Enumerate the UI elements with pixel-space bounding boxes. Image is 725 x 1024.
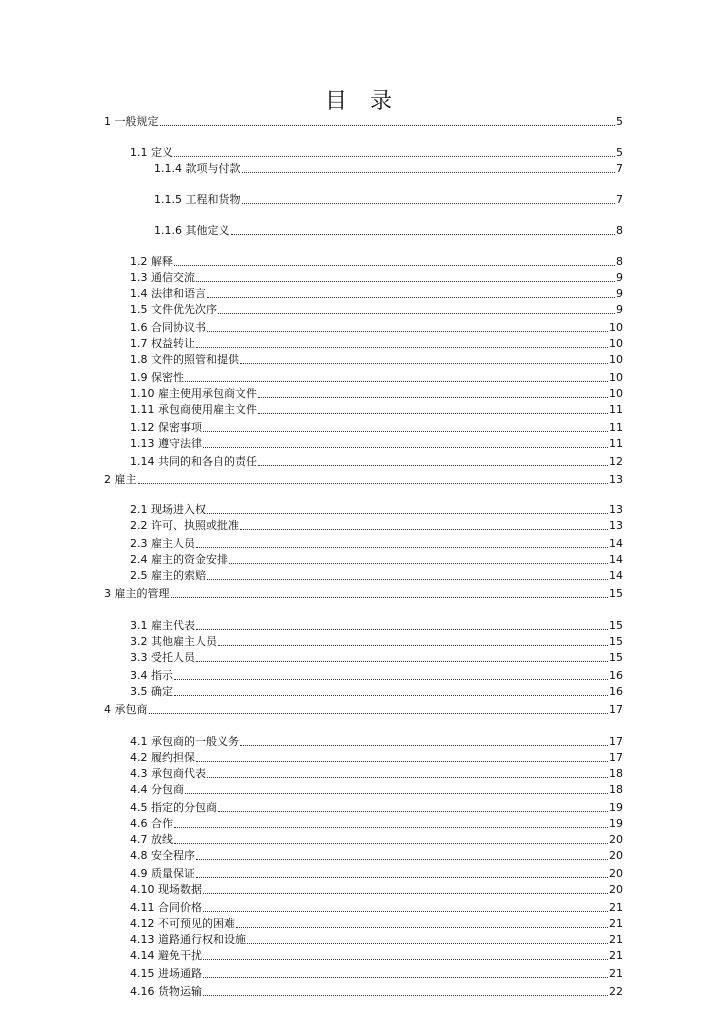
toc-leader-dots bbox=[196, 538, 608, 550]
toc-entry-label: 3.3 受托人员 bbox=[130, 651, 195, 664]
toc-entry-page: 15 bbox=[609, 651, 623, 664]
toc-entry-page: 9 bbox=[616, 303, 623, 316]
toc-entry bbox=[130, 550, 623, 566]
toc-leader-dots bbox=[174, 147, 615, 159]
toc-leader-dots bbox=[203, 968, 608, 980]
toc-entry-label: 1.9 保密性 bbox=[130, 371, 184, 384]
toc-entry-page: 14 bbox=[609, 553, 623, 566]
toc-entry-page: 11 bbox=[609, 421, 623, 434]
toc-entry bbox=[130, 982, 623, 998]
toc-entry-label: 4.7 放线 bbox=[130, 833, 173, 846]
toc-leader-dots bbox=[240, 520, 608, 532]
toc-entry-page: 20 bbox=[609, 849, 623, 862]
toc-leader-dots bbox=[231, 225, 616, 237]
toc-leader-dots bbox=[218, 304, 615, 316]
toc-leader-dots bbox=[258, 388, 608, 400]
toc-entry-page: 11 bbox=[609, 403, 623, 416]
toc-entry-page: 10 bbox=[609, 353, 623, 366]
toc-entry-label: 4.12 不可预见的困难 bbox=[130, 917, 235, 930]
toc-leader-dots bbox=[207, 322, 608, 334]
toc-entry-label: 4.10 现场数据 bbox=[130, 883, 202, 896]
toc-entry bbox=[130, 846, 623, 862]
toc-entry-page: 13 bbox=[609, 473, 623, 486]
toc-entry-label: 1.1.5 工程和货物 bbox=[154, 193, 241, 206]
toc-entry-page: 15 bbox=[609, 635, 623, 648]
toc-entry-label: 1.1 定义 bbox=[130, 146, 173, 159]
toc-entry-page: 10 bbox=[609, 371, 623, 384]
toc-entry-label: 1.6 合同协议书 bbox=[130, 321, 206, 334]
toc-entry-page: 22 bbox=[609, 985, 623, 998]
toc-leader-dots bbox=[196, 752, 608, 764]
toc-entry-label: 4.13 道路通行权和设施 bbox=[130, 933, 246, 946]
toc-entry bbox=[104, 584, 623, 600]
toc-entry-page: 17 bbox=[609, 735, 623, 748]
toc-entry-label: 2 雇主 bbox=[104, 473, 137, 486]
toc-leader-dots bbox=[171, 588, 609, 600]
toc-entry bbox=[130, 534, 623, 550]
toc-entry-page: 20 bbox=[609, 883, 623, 896]
toc-leader-dots bbox=[203, 438, 608, 450]
toc-leader-dots bbox=[207, 504, 608, 516]
toc-entry-label: 2.4 雇主的资金安排 bbox=[130, 553, 228, 566]
toc-entry bbox=[130, 400, 623, 416]
toc-entry-label: 4.14 避免干扰 bbox=[130, 949, 202, 962]
toc-entry-label: 4.16 货物运输 bbox=[130, 985, 202, 998]
toc-leader-dots bbox=[218, 802, 608, 814]
toc-entry bbox=[104, 112, 623, 128]
toc-entry bbox=[104, 470, 623, 486]
toc-leader-dots bbox=[203, 950, 608, 962]
toc-entry-page: 21 bbox=[609, 917, 623, 930]
toc-entry bbox=[130, 946, 623, 962]
toc-entry-label: 4.4 分包商 bbox=[130, 783, 184, 796]
toc-entry-label: 4.6 合作 bbox=[130, 817, 173, 830]
toc-entry bbox=[130, 350, 623, 366]
toc-entry-label: 4.8 安全程序 bbox=[130, 849, 195, 862]
toc-entry bbox=[130, 930, 623, 946]
toc-entry-label: 4.9 质量保证 bbox=[130, 867, 195, 880]
toc-leader-dots bbox=[242, 194, 616, 206]
toc-entry-page: 12 bbox=[609, 455, 623, 468]
toc-leader-dots bbox=[174, 818, 608, 830]
toc-entry bbox=[130, 648, 623, 664]
page-title: 目 录 bbox=[325, 89, 400, 114]
toc-leader-dots bbox=[203, 422, 608, 434]
toc-entry-page: 21 bbox=[609, 901, 623, 914]
toc-entry-page: 10 bbox=[609, 387, 623, 400]
toc-entry bbox=[130, 898, 623, 914]
toc-entry bbox=[130, 798, 623, 814]
toc-entry bbox=[130, 334, 623, 350]
toc-entry bbox=[130, 632, 623, 648]
toc-entry bbox=[130, 666, 623, 682]
toc-entry-label: 4.3 承包商代表 bbox=[130, 767, 206, 780]
toc-entry bbox=[130, 682, 623, 698]
toc-entry-label: 4.2 履约担保 bbox=[130, 751, 195, 764]
toc-entry-label: 1.2 解释 bbox=[130, 255, 173, 268]
toc-entry bbox=[130, 500, 623, 516]
toc-entry bbox=[130, 268, 623, 284]
toc-leader-dots bbox=[258, 456, 608, 468]
toc-entry bbox=[130, 748, 623, 764]
toc-entry bbox=[130, 300, 623, 316]
toc-entry-page: 21 bbox=[609, 933, 623, 946]
toc-entry-label: 1.10 雇主使用承包商文件 bbox=[130, 387, 257, 400]
toc-leader-dots bbox=[207, 768, 608, 780]
toc-entry-page: 21 bbox=[609, 949, 623, 962]
toc-leader-dots bbox=[203, 986, 608, 998]
toc-entry bbox=[130, 616, 623, 632]
toc-entry-page: 20 bbox=[609, 867, 623, 880]
toc-entry bbox=[104, 700, 623, 716]
toc-entry-label: 3.5 确定 bbox=[130, 685, 173, 698]
toc-entry bbox=[130, 880, 623, 896]
toc-entry-page: 11 bbox=[609, 437, 623, 450]
toc-leader-dots bbox=[207, 288, 615, 300]
toc-entry-label: 1.8 文件的照管和提供 bbox=[130, 353, 239, 366]
toc-entry bbox=[130, 434, 623, 450]
toc-entry-label: 4.15 进场通路 bbox=[130, 967, 202, 980]
toc-leader-dots bbox=[196, 868, 608, 880]
toc-leader-dots bbox=[185, 784, 608, 796]
toc-entry-page: 8 bbox=[616, 255, 623, 268]
toc-entry bbox=[130, 284, 623, 300]
toc-entry-page: 18 bbox=[609, 767, 623, 780]
toc-leader-dots bbox=[196, 272, 615, 284]
toc-leader-dots bbox=[196, 338, 608, 350]
toc-entry-label: 1 一般规定 bbox=[104, 115, 159, 128]
toc-entry-page: 10 bbox=[609, 337, 623, 350]
toc-entry-page: 14 bbox=[609, 537, 623, 550]
toc-entry-label: 1.11 承包商使用雇主文件 bbox=[130, 403, 257, 416]
toc-entry-page: 5 bbox=[616, 146, 623, 159]
toc-entry-page: 9 bbox=[616, 271, 623, 284]
toc-leader-dots bbox=[240, 354, 608, 366]
toc-entry-label: 2.1 现场进入权 bbox=[130, 503, 206, 516]
toc-leader-dots bbox=[203, 884, 608, 896]
toc-leader-dots bbox=[242, 163, 616, 175]
toc-entry-page: 19 bbox=[609, 817, 623, 830]
toc-leader-dots bbox=[138, 474, 609, 486]
toc-entry-label: 1.13 遵守法律 bbox=[130, 437, 202, 450]
toc-entry bbox=[130, 418, 623, 434]
toc-entry-page: 5 bbox=[616, 115, 623, 128]
toc-entry-page: 13 bbox=[609, 519, 623, 532]
toc-entry bbox=[130, 452, 623, 468]
toc-entry-label: 3.2 其他雇主人员 bbox=[130, 635, 217, 648]
toc-entry-label: 3.4 指示 bbox=[130, 669, 173, 682]
toc-entry-page: 8 bbox=[616, 224, 623, 237]
toc-entry bbox=[130, 780, 623, 796]
toc-entry-label: 1.14 共同的和各自的责任 bbox=[130, 455, 257, 468]
toc-entry-label: 2.3 雇主人员 bbox=[130, 537, 195, 550]
toc-entry-page: 17 bbox=[609, 751, 623, 764]
toc-entry bbox=[154, 190, 623, 206]
toc-entry-page: 15 bbox=[609, 587, 623, 600]
toc-entry-label: 1.12 保密事项 bbox=[130, 421, 202, 434]
toc-leader-dots bbox=[174, 256, 615, 268]
toc-entry-page: 19 bbox=[609, 801, 623, 814]
toc-entry bbox=[130, 566, 623, 582]
toc-leader-dots bbox=[229, 554, 608, 566]
toc-leader-dots bbox=[160, 116, 616, 128]
toc-leader-dots bbox=[149, 704, 609, 716]
toc-entry-page: 15 bbox=[609, 619, 623, 632]
toc-entry-page: 14 bbox=[609, 569, 623, 582]
toc-entry bbox=[130, 252, 623, 268]
toc-entry bbox=[130, 814, 623, 830]
toc-leader-dots bbox=[196, 652, 608, 664]
toc-entry-label: 1.7 权益转让 bbox=[130, 337, 195, 350]
toc-entry-label: 1.3 通信交流 bbox=[130, 271, 195, 284]
toc-entry bbox=[130, 368, 623, 384]
toc-leader-dots bbox=[218, 636, 608, 648]
toc-entry-page: 21 bbox=[609, 967, 623, 980]
toc-entry bbox=[130, 516, 623, 532]
toc-leader-dots bbox=[196, 850, 608, 862]
toc-leader-dots bbox=[196, 620, 608, 632]
toc-entry-page: 13 bbox=[609, 503, 623, 516]
toc-entry-label: 1.4 法律和语言 bbox=[130, 287, 206, 300]
toc-entry-label: 2.2 许可、执照或批准 bbox=[130, 519, 239, 532]
toc-leader-dots bbox=[174, 686, 608, 698]
toc-entry-label: 4 承包商 bbox=[104, 703, 148, 716]
toc-entry bbox=[130, 964, 623, 980]
toc-entry bbox=[130, 318, 623, 334]
toc-entry bbox=[130, 384, 623, 400]
toc-entry-label: 1.1.4 款项与付款 bbox=[154, 162, 241, 175]
toc-entry-label: 3 雇主的管理 bbox=[104, 587, 170, 600]
toc-leader-dots bbox=[207, 570, 608, 582]
toc-entry-label: 4.5 指定的分包商 bbox=[130, 801, 217, 814]
toc-entry-label: 3.1 雇主代表 bbox=[130, 619, 195, 632]
toc-leader-dots bbox=[174, 834, 608, 846]
toc-entry-label: 1.5 文件优先次序 bbox=[130, 303, 217, 316]
toc-entry-page: 17 bbox=[609, 703, 623, 716]
toc-entry bbox=[130, 830, 623, 846]
toc-entry bbox=[154, 159, 623, 175]
toc-entry-page: 16 bbox=[609, 669, 623, 682]
toc-entry-label: 4.11 合同价格 bbox=[130, 901, 202, 914]
toc-entry-page: 16 bbox=[609, 685, 623, 698]
toc-entry-page: 7 bbox=[616, 162, 623, 175]
toc-entry bbox=[130, 914, 623, 930]
toc-entry-page: 7 bbox=[616, 193, 623, 206]
toc-leader-dots bbox=[185, 372, 608, 384]
toc-entry-page: 20 bbox=[609, 833, 623, 846]
toc-entry-page: 18 bbox=[609, 783, 623, 796]
toc-leader-dots bbox=[236, 918, 608, 930]
toc-leader-dots bbox=[247, 934, 608, 946]
toc-leader-dots bbox=[203, 902, 608, 914]
toc-entry-page: 10 bbox=[609, 321, 623, 334]
toc-leader-dots bbox=[174, 670, 608, 682]
toc-entry bbox=[154, 221, 623, 237]
toc-leader-dots bbox=[240, 736, 608, 748]
toc-entry bbox=[130, 764, 623, 780]
toc-entry bbox=[130, 864, 623, 880]
toc-entry-label: 2.5 雇主的索赔 bbox=[130, 569, 206, 582]
toc-entry bbox=[130, 143, 623, 159]
toc-entry bbox=[130, 732, 623, 748]
toc-entry-label: 4.1 承包商的一般义务 bbox=[130, 735, 239, 748]
toc-entry-page: 9 bbox=[616, 287, 623, 300]
toc-entry-label: 1.1.6 其他定义 bbox=[154, 224, 230, 237]
toc-leader-dots bbox=[258, 404, 608, 416]
